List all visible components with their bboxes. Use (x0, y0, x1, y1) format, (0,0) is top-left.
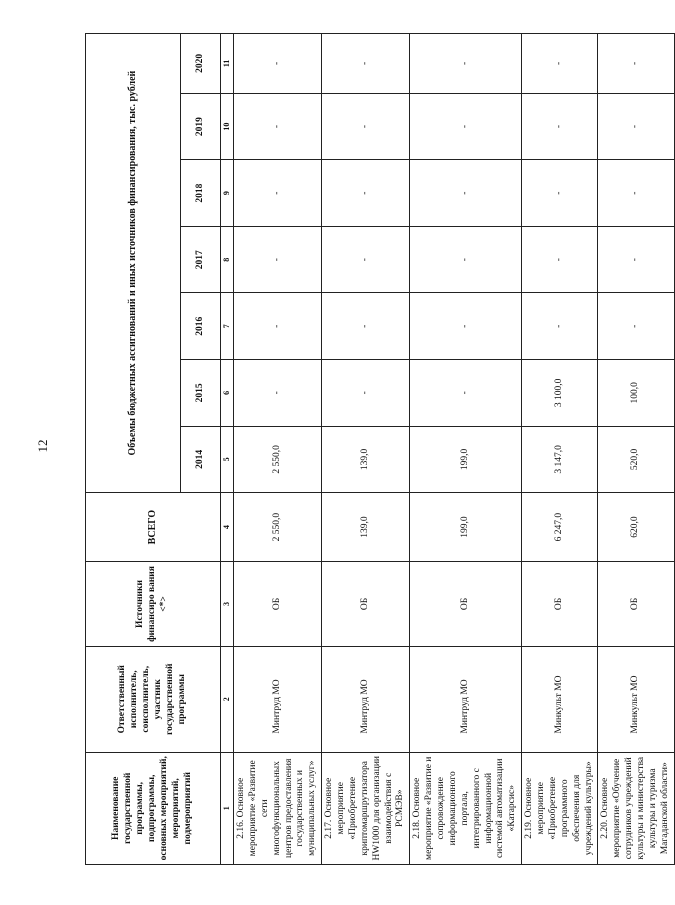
funding-table (85, 33, 675, 865)
column-number: 7 (221, 293, 234, 360)
row-value-2018: - (522, 160, 598, 227)
column-number: 5 (221, 426, 234, 493)
row-value-2017: - (522, 226, 598, 293)
row-value-2020: - (322, 34, 410, 94)
row-value-2016: - (522, 293, 598, 360)
row-value-2015: 3 100,0 (522, 360, 598, 427)
row-value-2014: 520,0 (598, 426, 674, 493)
row-total: 2 550,0 (234, 493, 322, 562)
row-value-2016: - (410, 293, 522, 360)
row-value-2019: - (598, 93, 674, 160)
row-value-2015: 100,0 (598, 360, 674, 427)
header-name: Наименование государственной программы, подпрограммы, основных мероприятий, мероприятий, подмероприятий (86, 752, 221, 864)
row-value-2014: 3 147,0 (522, 426, 598, 493)
row-value-2014: 2 550,0 (234, 426, 322, 493)
row-total: 139,0 (322, 493, 410, 562)
column-number: 4 (221, 493, 234, 562)
row-executor: Минкульт МО (522, 646, 598, 752)
column-number: 2 (221, 646, 234, 752)
row-value-2015: - (410, 360, 522, 427)
header-year-2015: 2015 (181, 360, 221, 427)
row-name: 2.17. Основное мероприятие «Приобретение криптомаршрутизатора HW1000 для организации взаимодействия с РСМЭВ» (322, 752, 410, 864)
table-row (410, 34, 522, 865)
row-source: ОБ (598, 562, 674, 647)
header-executor: Ответственный исполнитель, соисполнитель, участник государственной программы (86, 646, 221, 752)
row-value-2019: - (322, 93, 410, 160)
row-executor: Минтруд МО (410, 646, 522, 752)
row-value-2014: 139,0 (322, 426, 410, 493)
row-value-2017: - (410, 226, 522, 293)
row-value-2018: - (598, 160, 674, 227)
row-name: 2.20. Основное мероприятие «Обучение сотрудников учреждений культуры и министерства культуры и туризма Магаданской области» (598, 752, 674, 864)
row-executor: Минкульт МО (598, 646, 674, 752)
row-value-2020: - (522, 34, 598, 94)
row-total: 620,0 (598, 493, 674, 562)
row-value-2018: - (234, 160, 322, 227)
column-number: 6 (221, 360, 234, 427)
table-row (322, 34, 410, 865)
row-value-2019: - (234, 93, 322, 160)
column-number: 9 (221, 160, 234, 227)
row-source: ОБ (522, 562, 598, 647)
row-source: ОБ (234, 562, 322, 647)
row-value-2015: - (234, 360, 322, 427)
row-value-2017: - (234, 226, 322, 293)
page-number: 12 (35, 439, 50, 453)
column-number: 8 (221, 226, 234, 293)
table-row (234, 34, 322, 865)
column-number: 10 (221, 93, 234, 160)
row-value-2020: - (598, 34, 674, 94)
row-value-2017: - (322, 226, 410, 293)
row-value-2018: - (322, 160, 410, 227)
rotated-page-table-wrapper (85, 33, 670, 865)
header-volumes: Объемы бюджетных ассигнований и иных источников финансирования, тыс. рублей (86, 34, 181, 493)
table-row (598, 34, 674, 865)
row-name: 2.19. Основное мероприятие «Приобретение программного обеспечения для учреждений культуры» (522, 752, 598, 864)
header-year-2019: 2019 (181, 93, 221, 160)
row-value-2019: - (410, 93, 522, 160)
row-value-2016: - (598, 293, 674, 360)
row-value-2020: - (234, 34, 322, 94)
column-number: 11 (221, 34, 234, 94)
column-number: 1 (221, 752, 234, 864)
header-year-2017: 2017 (181, 226, 221, 293)
row-value-2015: - (322, 360, 410, 427)
row-executor: Минтруд МО (322, 646, 410, 752)
row-value-2016: - (322, 293, 410, 360)
header-total: ВСЕГО (86, 493, 221, 562)
row-value-2017: - (598, 226, 674, 293)
row-value-2018: - (410, 160, 522, 227)
row-name: 2.16. Основное мероприятие «Развитие сети многофункциональных центров предоставления государственных и муниципальных услуг» (234, 752, 322, 864)
table-row (522, 34, 598, 865)
row-total: 6 247,0 (522, 493, 598, 562)
row-value-2019: - (522, 93, 598, 160)
row-source: ОБ (322, 562, 410, 647)
row-source: ОБ (410, 562, 522, 647)
column-number: 3 (221, 562, 234, 647)
row-name: 2.18. Основное мероприятие «Развитие и сопровождение информационного портала, интегрированного с информационной системой автоматизации «Катарсис» (410, 752, 522, 864)
row-value-2020: - (410, 34, 522, 94)
header-source: Источники финансиро вания <*> (86, 562, 221, 647)
header-year-2020: 2020 (181, 34, 221, 94)
row-executor: Минтруд МО (234, 646, 322, 752)
row-total: 199,0 (410, 493, 522, 562)
row-value-2016: - (234, 293, 322, 360)
header-year-2016: 2016 (181, 293, 221, 360)
header-year-2018: 2018 (181, 160, 221, 227)
column-number-row (221, 34, 234, 865)
row-value-2014: 199,0 (410, 426, 522, 493)
header-year-2014: 2014 (181, 426, 221, 493)
header-row-top (86, 34, 181, 865)
